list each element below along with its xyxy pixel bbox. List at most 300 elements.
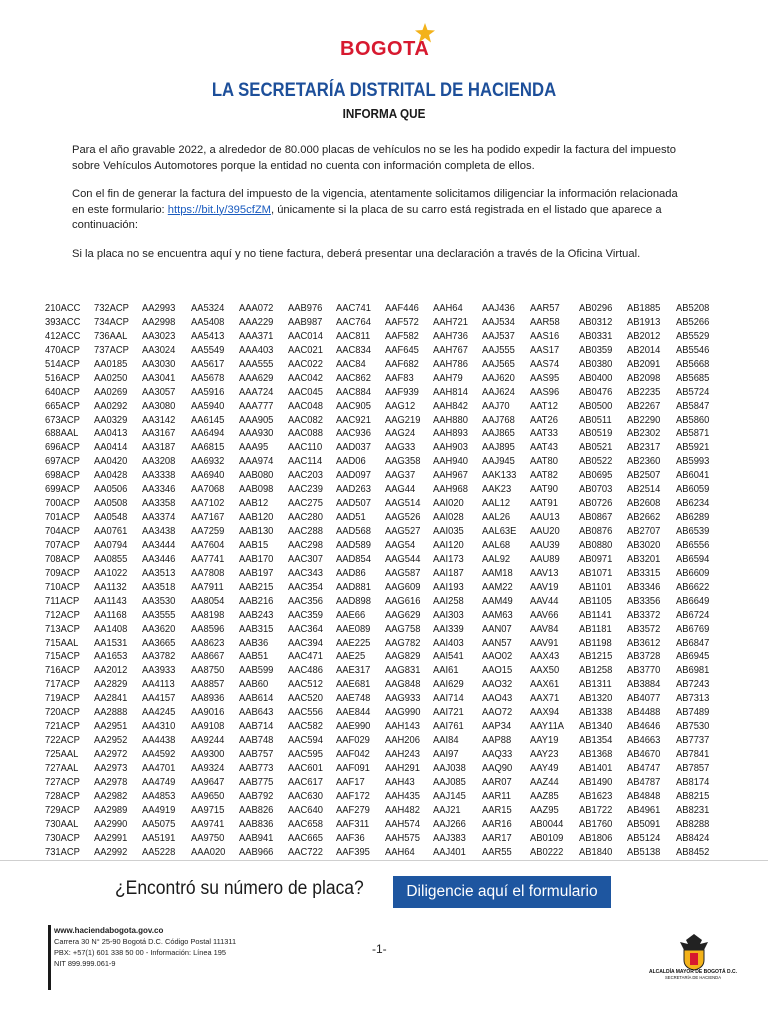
plate-number: 698ACP	[45, 470, 80, 482]
plate-number: AB1311	[578, 679, 612, 691]
plate-number: AAH967	[433, 470, 468, 482]
plate-number: AAC486	[287, 665, 323, 677]
plate-number: AAJ038	[433, 762, 466, 774]
plate-number: AB2290	[627, 414, 661, 426]
plate-number: AB0400	[578, 372, 612, 384]
plate-number: AB0331	[578, 330, 612, 342]
plate-number: AAI187	[433, 567, 464, 579]
plate-number: AB5921	[675, 442, 709, 454]
plate-number: AB7857	[675, 762, 709, 774]
plate-number: AAH903	[433, 442, 468, 454]
plate-number: AB3728	[627, 651, 661, 663]
plate-number: AAC595	[287, 749, 323, 760]
plate-number: AAG848	[384, 679, 420, 691]
plate-number: AAG544	[384, 553, 420, 565]
plate-number: AA2982	[93, 790, 127, 802]
plate-number: AA3665	[142, 637, 176, 649]
plate-number: AAG24	[384, 428, 415, 440]
plate-number: 728ACP	[45, 790, 80, 802]
plate-number: AA2951	[93, 721, 127, 733]
plate-number: AA3023	[142, 330, 176, 342]
plate-number: 640ACP	[45, 386, 80, 398]
plate-number: AAI120	[433, 539, 464, 551]
plate-number: AB6059	[675, 484, 709, 496]
plate-number: AAB15	[239, 539, 269, 551]
plate-number: 715ACP	[45, 651, 80, 663]
plate-number: AB1338	[578, 707, 612, 719]
plate-number: AAG990	[384, 707, 420, 719]
plate-number: AAB748	[239, 735, 274, 747]
plate-number: AA0428	[93, 470, 127, 482]
plate-number: AB3020	[627, 539, 661, 551]
plate-column	[94, 302, 143, 860]
plate-number: AA3346	[142, 484, 176, 496]
plate-number: AB0222	[530, 846, 564, 858]
plate-number: 734ACP	[93, 316, 129, 328]
plate-number: AB4961	[627, 804, 661, 816]
plate-number: AA4592	[142, 749, 176, 760]
plate-number: AAC307	[287, 553, 323, 565]
plate-number: AA3358	[142, 498, 176, 510]
plate-number: AAF091	[336, 762, 370, 774]
plate-number: AAI629	[433, 679, 464, 691]
plate-number: AAI761	[433, 721, 464, 733]
plate-number: AAI714	[433, 693, 464, 705]
plate-number: AA7808	[190, 567, 224, 579]
plate-number: AB6556	[675, 539, 709, 551]
plate-number: AAI020	[433, 498, 464, 510]
plate-column	[142, 302, 191, 860]
plate-number: AA0548	[93, 512, 127, 524]
plate-number: AB1840	[578, 846, 612, 858]
plate-number: AB7841	[675, 749, 709, 760]
plate-number: AA8198	[190, 609, 224, 621]
plate-number: AAB315	[239, 623, 274, 635]
plate-number: AA0420	[93, 456, 127, 468]
plate-number: AAF395	[336, 846, 370, 858]
plate-number: AAD854	[336, 553, 371, 565]
plate-number: AB2707	[627, 526, 661, 537]
plate-number: AAE990	[336, 721, 371, 733]
plate-number: AB1181	[578, 623, 612, 635]
plate-number: AA3446	[142, 553, 176, 565]
plate-number: AA5678	[190, 372, 224, 384]
plate-number: AAD86	[336, 567, 366, 579]
plate-number: AB6609	[675, 567, 709, 579]
plate-column	[676, 302, 725, 860]
plate-number: AAY19	[530, 735, 559, 747]
divider	[0, 860, 768, 861]
plate-number: 720ACP	[45, 707, 80, 719]
plate-number: AB0519	[578, 428, 612, 440]
plate-number: AAG33	[384, 442, 415, 454]
plate-number: AB0971	[578, 553, 612, 565]
plate-number: 731ACP	[45, 846, 80, 858]
plate-number: AB1354	[578, 735, 612, 747]
plate-number: AB5138	[627, 846, 661, 858]
plate-number: AA4749	[142, 776, 176, 788]
plate-number: 688AAL	[45, 428, 79, 440]
plate-number: AAC021	[287, 344, 323, 356]
plate-number: 210ACC	[45, 303, 81, 314]
plate-number: AAC658	[287, 818, 323, 830]
plate-number: AAD568	[336, 526, 371, 537]
plate-number: AA3024	[142, 344, 176, 356]
plate-number: AB0511	[578, 414, 612, 426]
plate-number: AB0500	[578, 400, 612, 412]
plate-number: AA2992	[93, 846, 127, 858]
plate-number: AA5075	[142, 818, 176, 830]
plate-number: AAC617	[287, 776, 323, 788]
plate-number: AAC048	[287, 400, 323, 412]
plate-number: AAB12	[239, 498, 269, 510]
plate-number: 716ACP	[45, 665, 80, 677]
plate-number: AB0380	[578, 358, 612, 370]
plate-number: AA8623	[190, 637, 224, 649]
plate-number: 730ACP	[45, 832, 80, 844]
plate-number: AA8750	[190, 665, 224, 677]
plate-number: AB4670	[627, 749, 661, 760]
plate-number: AAY49	[530, 762, 559, 774]
plate-number: AAR15	[481, 804, 512, 816]
plate-number: AB2514	[627, 484, 661, 496]
plate-number: AAD881	[336, 581, 371, 593]
plate-number: AB5208	[675, 303, 709, 314]
plate-number: AAI258	[433, 595, 464, 607]
plate-number: AAE225	[336, 637, 371, 649]
plate-number: AAC239	[287, 484, 323, 496]
plate-number: AAG514	[384, 498, 420, 510]
plate-number: AA4919	[142, 804, 176, 816]
plate-number: AAH736	[433, 330, 468, 342]
plate-number: AAB60	[239, 679, 269, 691]
plate-number: AA7604	[190, 539, 224, 551]
plate-number: AB3612	[627, 637, 661, 649]
plate-number: AA3620	[142, 623, 176, 635]
plate-number: AAC082	[287, 414, 323, 426]
plate-number: AB6847	[675, 637, 709, 649]
plate-column	[579, 302, 628, 860]
plate-number: AAR16	[481, 818, 512, 830]
plate-number: AB2267	[627, 400, 661, 412]
plate-number: AAC114	[287, 456, 322, 468]
plate-number: AAB080	[239, 470, 274, 482]
plate-number: 665ACP	[45, 400, 80, 412]
plate-number: AA9715	[190, 804, 224, 816]
plate-number: AAM18	[481, 567, 513, 579]
plate-number: AAP88	[481, 735, 511, 747]
plate-number: AAF172	[336, 790, 370, 802]
plate-number: AB5871	[675, 428, 709, 440]
plate-number: AAN57	[481, 637, 512, 649]
plate-number: AA5916	[190, 386, 224, 398]
plate-number: AB0726	[578, 498, 612, 510]
plate-number: AB0695	[578, 470, 612, 482]
plate-number: AAA724	[239, 386, 274, 398]
plate-number: AB0522	[578, 456, 612, 468]
plate-column	[191, 302, 240, 860]
plate-number: 727ACP	[45, 776, 80, 788]
plate-number: AA7102	[190, 498, 224, 510]
plate-number: AB0312	[578, 316, 612, 328]
plate-number: AA5617	[190, 358, 224, 370]
plate-number: AAJ620	[481, 372, 515, 384]
plate-number: AA8936	[190, 693, 224, 705]
plate-number: AB5668	[675, 358, 709, 370]
plate-number: AAG758	[384, 623, 420, 635]
plate-number: AA8857	[190, 679, 224, 691]
intro-text	[72, 143, 692, 275]
top-bar	[0, 0, 768, 12]
plate-number: AAF279	[336, 804, 370, 816]
plate-number: AAV66	[530, 609, 559, 621]
plate-number: AAC862	[336, 372, 371, 384]
plate-number: AAO32	[481, 679, 512, 691]
plate-number: AAD037	[336, 442, 371, 454]
plate-number: AAB966	[239, 846, 274, 858]
plate-number: AAH64	[433, 303, 463, 314]
paragraph-3: Si la placa no se encuentra aquí y no tiene factura, deberá presentar una declaración a través de la Oficina Virtual.	[72, 247, 641, 260]
plate-number: AA3338	[142, 470, 176, 482]
crest-caption	[648, 969, 738, 981]
plate-number: AAB614	[239, 693, 274, 705]
plate-column	[530, 302, 579, 860]
plate-number: AAZ95	[530, 804, 559, 816]
footer-address: Carrera 30 N° 25-90 Bogotá D.C. Código Postal 111311	[54, 937, 237, 946]
plate-number: AB8174	[675, 776, 709, 788]
plate-number: AA9016	[190, 707, 224, 719]
plate-number: AB4663	[627, 735, 661, 747]
plate-number: AAT80	[530, 456, 558, 468]
plate-number: AAB773	[239, 762, 274, 774]
plate-number: AAI61	[433, 665, 459, 677]
plate-number: AAS16	[530, 330, 560, 342]
plate-number: AB5529	[675, 330, 709, 342]
plate-number: AAU39	[530, 539, 560, 551]
plate-number: AA6940	[190, 470, 224, 482]
plate-number: AB2608	[627, 498, 661, 510]
plate-number: AB3572	[627, 623, 661, 635]
plate-number: AAB643	[239, 707, 274, 719]
plate-number: AAE681	[336, 679, 371, 691]
plate-number: AAL12	[481, 498, 510, 510]
plate-number: AAC088	[287, 428, 323, 440]
plate-number: AAZ44	[530, 776, 559, 788]
plate-number: 696ACP	[45, 442, 80, 454]
plate-number: AA5940	[190, 400, 224, 412]
plate-number: AB0109	[530, 832, 564, 844]
plate-number: 727AAL	[45, 762, 79, 774]
plate-number: AAF311	[336, 818, 370, 830]
plate-number: AAA777	[239, 400, 274, 412]
plate-number: AAJ555	[481, 344, 515, 356]
plate-number: AAC014	[287, 330, 323, 342]
plate-number: AB1806	[578, 832, 612, 844]
plate-number: AAB775	[239, 776, 274, 788]
plate-number: AA0185	[93, 358, 127, 370]
plate-number: AB3346	[627, 581, 661, 593]
plate-number: AAJ895	[481, 442, 515, 454]
plate-number: AAJ565	[481, 358, 515, 370]
plate-number: AA0250	[93, 372, 127, 384]
plate-number: AAB098	[239, 484, 274, 496]
plate-number: AAJ401	[433, 846, 466, 858]
plate-number: AAC471	[287, 651, 323, 663]
plate-number: AAC936	[336, 428, 371, 440]
plate-number: AAJ436	[481, 303, 515, 314]
plate-number: AB1141	[578, 609, 612, 621]
plate-number: AB6622	[675, 581, 709, 593]
plate-number: AAO43	[481, 693, 512, 705]
plate-number: AAA905	[239, 414, 274, 426]
plate-number: AB1623	[578, 790, 612, 802]
plate-number: AAH767	[433, 344, 468, 356]
plate-number: AAC042	[287, 372, 323, 384]
plate-number: AB4848	[627, 790, 661, 802]
plate-number: AAA020	[190, 846, 225, 858]
plate-number: AB6769	[675, 623, 709, 635]
plate-number: AB1320	[578, 693, 612, 705]
plate-number: AA1408	[93, 623, 127, 635]
plate-number: AA5408	[190, 316, 224, 328]
plate-number: AB4646	[627, 721, 661, 733]
plate-number: AAS17	[530, 344, 560, 356]
plate-number: AAA974	[239, 456, 274, 468]
plate-list	[45, 302, 745, 860]
plate-number: AB2091	[627, 358, 661, 370]
plate-number: AAI403	[433, 637, 464, 649]
plate-number: AAC601	[287, 762, 323, 774]
plate-number: AA3444	[142, 539, 176, 551]
plate-number: AA2991	[93, 832, 127, 844]
plate-number: AAI173	[433, 553, 464, 565]
plate-number: AAG831	[384, 665, 420, 677]
plate-number: AAC110	[287, 442, 322, 454]
form-link[interactable]: https://bit.ly/395cfZM	[167, 203, 271, 216]
plate-number: AA3438	[142, 526, 176, 537]
plate-number: AB6649	[675, 595, 709, 607]
plate-number: AAD51	[336, 512, 366, 524]
plate-number: AAC512	[287, 679, 323, 691]
plate-number: AAC520	[287, 693, 323, 705]
plate-number: AB2317	[627, 442, 661, 454]
plate-number: AAE844	[336, 707, 371, 719]
plate-number: AA3933	[142, 665, 176, 677]
plate-number: AB4488	[627, 707, 661, 719]
plate-column	[45, 302, 94, 860]
plate-number: AB8452	[675, 846, 709, 858]
plate-number: AA2829	[93, 679, 127, 691]
plate-number: AB1340	[578, 721, 612, 733]
plate-number: AB5266	[675, 316, 709, 328]
plate-number: AAC741	[336, 303, 371, 314]
plate-number: AAF029	[336, 735, 370, 747]
crest-subtitle: SECRETARÍA DE HACIENDA	[665, 975, 721, 980]
plate-number: AB5091	[627, 818, 661, 830]
plate-number: AAH842	[433, 400, 468, 412]
crest-icon	[664, 930, 724, 990]
plate-number: AA4113	[142, 679, 175, 691]
plate-number: AAG526	[384, 512, 420, 524]
plate-number: AA9324	[190, 762, 224, 774]
plate-number: AAH206	[384, 735, 420, 747]
plate-number: AAP34	[481, 721, 511, 733]
plate-number: AA3080	[142, 400, 176, 412]
plate-number: AB0359	[578, 344, 612, 356]
plate-number: AB1760	[578, 818, 612, 830]
plate-number: AAH435	[384, 790, 420, 802]
plate-column	[239, 302, 288, 860]
plate-number: AAA555	[239, 358, 274, 370]
plate-number: AAI303	[433, 609, 464, 621]
plate-number: AA1022	[93, 567, 127, 579]
plate-number: AAT33	[530, 428, 558, 440]
plate-number: AB7243	[675, 679, 709, 691]
plate-number: AAF36	[336, 832, 365, 844]
plate-number: AAA072	[239, 303, 274, 314]
plate-number: AA3555	[142, 609, 176, 621]
plate-number: AAB197	[239, 567, 274, 579]
plate-number: AB0296	[578, 303, 612, 314]
plate-number: AB7737	[675, 735, 709, 747]
plate-number: AAB826	[239, 804, 274, 816]
plate-number: AAT12	[530, 400, 558, 412]
plate-number: AA1531	[93, 637, 127, 649]
plate-number: AAR17	[481, 832, 512, 844]
plate-number: AA3782	[142, 651, 176, 663]
plate-number: AA3518	[142, 581, 176, 593]
plate-number: AAH968	[433, 484, 468, 496]
plate-number: AAE25	[336, 651, 366, 663]
plate-number: AA2998	[142, 316, 176, 328]
plate-number: AB0521	[578, 442, 612, 454]
plate-number: AAV44	[530, 595, 559, 607]
plate-number: AA3057	[142, 386, 176, 398]
plate-number: AAS96	[530, 386, 560, 398]
plate-number: AAB130	[239, 526, 274, 537]
plate-number: AAB51	[239, 651, 269, 663]
plate-number: AB1105	[578, 595, 612, 607]
plate-number: AA7167	[190, 512, 224, 524]
plate-number: 699ACP	[45, 484, 80, 496]
footer-site[interactable]: www.haciendabogota.gov.co	[54, 926, 164, 935]
plate-number: AAC354	[287, 581, 323, 593]
plate-number: AB3770	[627, 665, 661, 677]
plate-number: AAG629	[384, 609, 420, 621]
plate-number: AAB36	[239, 637, 269, 649]
plate-number: AAT26	[530, 414, 558, 426]
plate-number: AA7741	[190, 553, 224, 565]
plate-number: AAH291	[384, 762, 420, 774]
plate-number: AAJ085	[433, 776, 466, 788]
fill-form-button[interactable]: Diligencie aquí el formulario	[393, 876, 611, 908]
plate-number: AAH893	[433, 428, 468, 440]
plate-number: AAU20	[530, 526, 560, 537]
plate-number: AAX50	[530, 665, 560, 677]
footer-bar	[48, 925, 51, 990]
plate-number: AAC203	[287, 470, 323, 482]
plate-column	[336, 302, 385, 860]
plate-number: AAH143	[384, 721, 420, 733]
plate-number: AAB941	[239, 832, 274, 844]
plate-number: AAJ70	[481, 400, 510, 412]
plate-number: 707ACP	[45, 539, 80, 551]
plate-number: AAI193	[433, 581, 464, 593]
plate-number: AB8231	[675, 804, 709, 816]
plate-number: AAX71	[530, 693, 560, 705]
plate-number: AA1168	[93, 609, 127, 621]
plate-number: AAV19	[530, 581, 559, 593]
